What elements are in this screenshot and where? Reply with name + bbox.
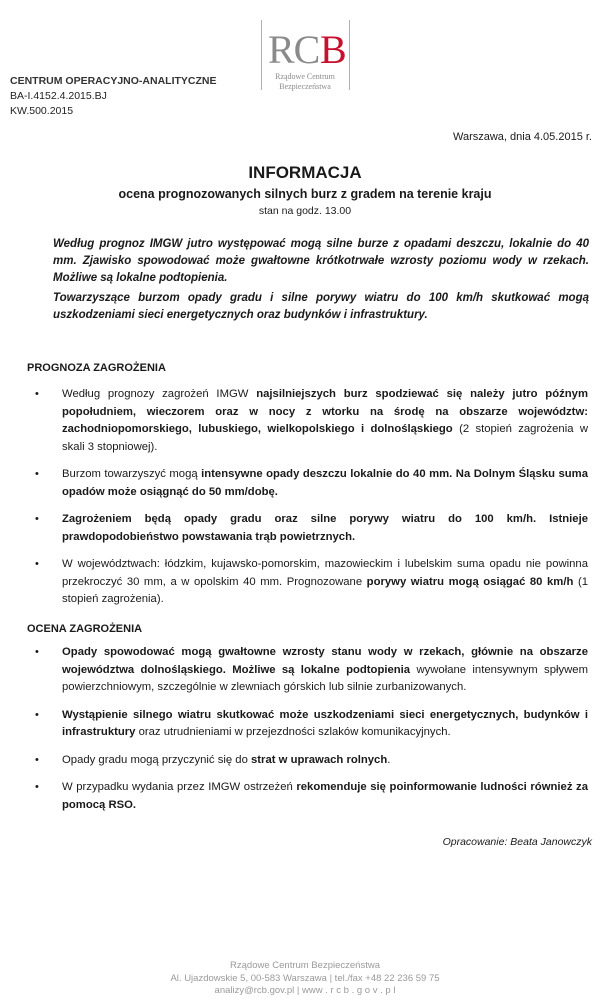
forecast-list-item (35, 466, 588, 501)
bold-text: strat w uprawach rolnych (251, 753, 388, 766)
forecast-list-item (35, 386, 588, 456)
bullet-icon: • (35, 558, 39, 570)
bullet-icon: • (35, 753, 39, 766)
place-and-date: Warszawa, dnia 4.05.2015 r. (452, 131, 592, 143)
footer-address: Al. Ujazdowskie 5, 00-583 Warszawa | tel./fax +48 22 236 59 75 (170, 972, 440, 984)
bold-text: Zagrożeniem będą opady gradu oraz silne porywy wiatru do 100 km/h. Istnieje prawdopodobieństwo powstawania trąb powietrznych. (62, 513, 588, 543)
lead-paragraph-2: Towarzyszące burzom opady gradu i silne porywy wiatru do 100 km/h skutkować mogą uszkodzeniami sieci energetycznych oraz budynków i infrastruktury. (53, 292, 589, 321)
bold-text: Wystąpienie silnego wiatru skutkować może uszkodzeniami sieci energetycznych, budynków i infrastruktury (62, 708, 588, 738)
author-credit: Opracowanie: Beata Janowczyk (442, 836, 592, 848)
logo-subtitle-line1: Rządowe Centrum (275, 72, 335, 81)
bold-text: intensywne opady deszczu lokalnie do 40 mm. Na Dolnym Śląsku suma opadów może osiągnąć do 50 mm/dobę. (62, 468, 588, 498)
forecast-list (35, 386, 588, 619)
document-subtitle: ocena prognozowanych silnych burz z gradem na terenie kraju (118, 187, 492, 201)
page-footer (0, 960, 610, 998)
logo-subtitle-line2: Bezpieczeństwa (279, 82, 331, 91)
reference-number-2: KW.500.2015 (10, 105, 74, 117)
document-header (10, 74, 217, 119)
text: W województwach: łódzkim, kujawsko-pomorskim, mazowieckim i lubelskim suma opadu nie powinna przekroczyć 30 mm, a w opolskim 40 mm. Prognozowane (62, 558, 588, 588)
logo-rc-letters: RC (268, 27, 320, 72)
text: Burzom towarzyszyć mogą (62, 468, 202, 480)
bullet-icon: • (35, 468, 39, 480)
bold-text: Opady spowodować mogą gwałtowne wzrosty stanu wody w rzekach, głównie na obszarze województwa dolnośląskiego. Możliwe są lokalne podtopienia (62, 646, 588, 676)
status-time: stan na godz. 13.00 (258, 205, 352, 217)
bullet-icon: • (35, 646, 39, 658)
document-title: INFORMACJA (248, 163, 362, 182)
footer-organization: Rządowe Centrum Bezpieczeństwa (230, 960, 380, 971)
text: Opady gradu mogą przyczynić się do (62, 753, 252, 766)
rcb-logo (255, 20, 355, 92)
organization-name: CENTRUM OPERACYJNO-ANALITYCZNE (10, 75, 217, 87)
forecast-list-item (35, 511, 588, 546)
text: (1 stopień zagrożenia). (62, 575, 588, 605)
text: Według prognozy zagrożeń IMGW (62, 388, 257, 400)
bold-text: rekomenduje się poinformowanie ludności również za pomocą RSO. (62, 781, 588, 811)
bullet-icon: • (35, 513, 39, 525)
assessment-list (35, 644, 588, 824)
bullet-icon: • (35, 781, 39, 793)
text: oraz utrudnieniami w przejezdności szlaków komunikacyjnych. (135, 726, 451, 738)
forecast-list-item (35, 556, 588, 609)
text: . (387, 753, 391, 766)
assessment-list-item (35, 752, 588, 770)
forecast-section-heading: PROGNOZA ZAGROŻENIA (27, 362, 166, 374)
bullet-icon: • (35, 708, 39, 721)
text: W przypadku wydania przez IMGW ostrzeżeń (62, 781, 297, 793)
reference-number-1: BA-I.4152.4.2015.BJ (10, 90, 107, 102)
text: wywołane intensywnym spływem powierzchniowym, szczególnie w zlewniach górskich lub silnie zurbanizowanych. (62, 663, 588, 693)
logo-b-letter: B (320, 27, 347, 72)
bullet-icon: • (35, 388, 39, 400)
footer-contact: analizy@rcb.gov.pl | www . r c b . g o v . p l (214, 985, 396, 996)
assessment-list-item (35, 707, 588, 742)
bold-text: najsilniejszych burz spodziewać się należy jutro późnym popołudniem, wieczorem oraz w nocy z wtorku na środę na obszarze województw: zachodniopomorskiego, lubuskiego, wielkopolskiego i dolnośląskiego (62, 388, 588, 435)
text: (2 stopień zagrożenia w skali 3 stopniowej). (62, 423, 588, 453)
assessment-list-item (35, 779, 588, 814)
assessment-list-item (35, 644, 588, 697)
lead-paragraph-1: Według prognoz IMGW jutro występować mogą silne burze z opadami deszczu, lokalnie do 40 mm. Zjawisko spowodować może gwałtowne krótkotrwałe wzrosty poziomu wody w rzekach. Możliwe są lokalne podtopienia. (53, 238, 589, 284)
assessment-section-heading: OCENA ZAGROŻENIA (27, 623, 143, 635)
bold-text: porywy wiatru mogą osiągać 80 km/h (366, 575, 574, 588)
